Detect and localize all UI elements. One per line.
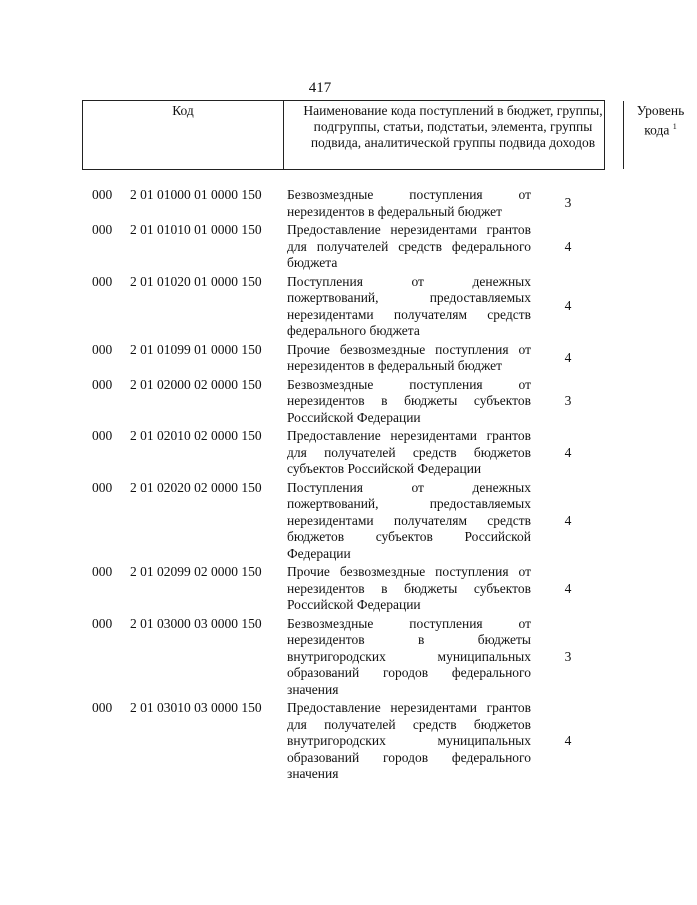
- row-prefix: 000: [92, 187, 113, 202]
- header-name: [283, 101, 623, 169]
- table-row: [82, 428, 605, 478]
- row-level: 4: [564, 512, 572, 528]
- row-level: 3: [564, 393, 572, 408]
- table-row: [82, 187, 605, 220]
- row-prefix: 000: [92, 615, 113, 631]
- row-level: 4: [564, 238, 572, 254]
- table-row: [82, 342, 605, 375]
- row-code: 2 01 01020 01 0000 150: [130, 273, 262, 289]
- table-row: [82, 480, 605, 563]
- page-number: 417: [308, 80, 332, 96]
- table-body: [82, 187, 605, 785]
- row-name: Предоставление нерезидентами грантов для получателей средств бюджетов субъектов Российской Федерации: [287, 428, 531, 476]
- header-level-text: Уровень кода: [636, 103, 685, 138]
- row-name: Безвозмездные поступления от нерезидентов в бюджеты внутригородских муниципальных образований городов федерального значения: [287, 615, 531, 697]
- row-code: 2 01 01000 01 0000 150: [130, 187, 262, 202]
- row-level: 3: [564, 195, 572, 211]
- row-code: 2 01 01010 01 0000 150: [130, 222, 262, 237]
- row-name: Прочие безвозмездные поступления от нерезидентов в бюджеты субъектов Российской Федерации: [287, 564, 531, 612]
- row-name: Предоставление нерезидентами грантов для получателей средств федерального бюджета: [287, 222, 531, 270]
- row-name: Безвозмездные поступления от нерезидентов в федеральный бюджет: [287, 187, 531, 219]
- row-name: Прочие безвозмездные поступления от нерезидентов в федеральный бюджет: [287, 341, 531, 373]
- table-row: [82, 222, 605, 272]
- table-row: [82, 274, 605, 340]
- header-name-label: Наименование кода поступлений в бюджет, группы, подгруппы, статьи, подстатьи, элемента, группы подвида, аналитической группы подвида доходов: [303, 103, 603, 150]
- row-level: 4: [564, 733, 572, 748]
- table-header: [82, 100, 685, 170]
- row-prefix: 000: [92, 222, 113, 237]
- row-level: 4: [564, 298, 572, 314]
- header-level-label: [624, 101, 697, 139]
- row-level: 4: [564, 444, 572, 460]
- row-code: 2 01 02000 02 0000 150: [130, 376, 262, 392]
- header-code: [83, 101, 284, 169]
- row-prefix: 000: [92, 376, 113, 392]
- table-row: [82, 616, 605, 699]
- row-level: 3: [564, 648, 572, 664]
- header-level-footnote: 1: [672, 122, 677, 131]
- row-code: 2 01 02099 02 0000 150: [130, 564, 262, 579]
- header-code-label: Код: [172, 103, 194, 118]
- header-level: [623, 101, 697, 169]
- row-level: 4: [564, 349, 572, 365]
- row-name: Поступления от денежных пожертвований, предоставляемых нерезидентами получателям средств бюджетов субъектов Российской Федерации: [287, 479, 531, 561]
- row-name: Безвозмездные поступления от нерезидентов в бюджеты субъектов Российской Федерации: [287, 376, 531, 425]
- row-prefix: 000: [92, 273, 113, 289]
- table-row: [82, 564, 605, 614]
- table-row: [82, 377, 605, 427]
- row-prefix: 000: [92, 428, 113, 443]
- row-prefix: 000: [92, 479, 113, 495]
- row-code: 2 01 02020 02 0000 150: [130, 479, 262, 495]
- row-prefix: 000: [92, 564, 113, 579]
- row-code: 2 01 01099 01 0000 150: [130, 341, 262, 357]
- table-row: [82, 700, 605, 783]
- row-code: 2 01 03010 03 0000 150: [130, 700, 262, 715]
- row-prefix: 000: [92, 700, 113, 715]
- row-level: 4: [564, 580, 572, 596]
- row-name: Поступления от денежных пожертвований, предоставляемых нерезидентами получателям средств федерального бюджета: [287, 273, 531, 338]
- row-name: Предоставление нерезидентами грантов для получателей средств бюджетов внутригородских муниципальных образований городов федерального значения: [287, 700, 531, 781]
- row-code: 2 01 03000 03 0000 150: [130, 615, 262, 631]
- row-code: 2 01 02010 02 0000 150: [130, 428, 262, 443]
- row-prefix: 000: [92, 341, 113, 357]
